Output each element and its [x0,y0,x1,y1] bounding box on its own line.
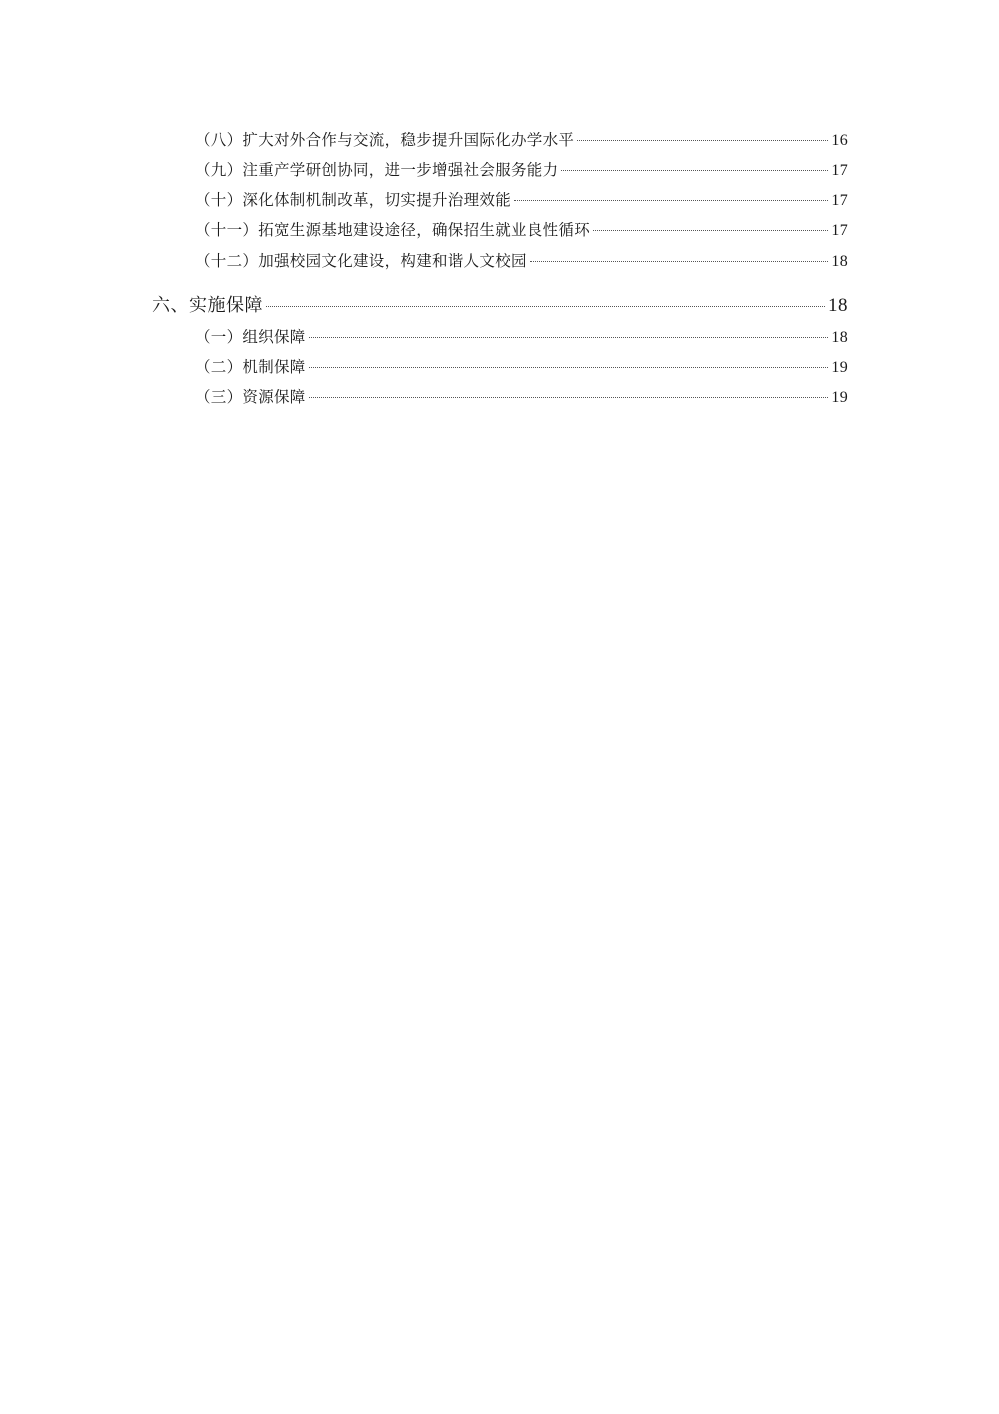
toc-entry[interactable] [195,325,848,347]
dot-leader [577,140,828,141]
dot-leader [530,261,829,262]
dot-leader [309,337,829,338]
toc-entry[interactable] [195,158,848,180]
dot-leader [514,200,828,201]
toc-entry[interactable] [195,128,848,150]
dot-leader [309,397,829,398]
toc-entry-title: （二）机制保障 [195,358,306,376]
toc-chapter-entry[interactable] [152,291,848,317]
dot-leader [266,306,825,307]
toc-entry-title: （八）扩大对外合作与交流，稳步提升国际化办学水平 [195,131,575,149]
toc-chapter-title: 六、实施保障 [152,295,263,316]
toc-entry-title: （一）组织保障 [195,328,306,346]
toc-entry-page: 17 [831,222,848,239]
toc-entry-page: 19 [831,389,848,406]
toc-entry-page: 18 [831,329,848,346]
toc-entry-page: 18 [831,253,848,270]
toc-entry[interactable] [195,218,848,240]
toc-entry[interactable] [195,188,848,210]
dot-leader [561,170,828,171]
toc-entry-title: （十一）拓宽生源基地建设途径，确保招生就业良性循环 [195,221,591,239]
toc-entry-page: 17 [831,162,848,179]
toc-entry-title: （十）深化体制机制改革，切实提升治理效能 [195,191,512,209]
toc-entry[interactable] [195,355,848,377]
toc-entry-title: （三）资源保障 [195,388,306,406]
toc-entry-page: 16 [831,132,848,149]
dot-leader [309,367,829,368]
toc-chapter-page: 18 [828,295,848,316]
toc-entry[interactable] [195,249,848,271]
toc-entry-page: 17 [831,192,848,209]
toc-entry-page: 19 [831,359,848,376]
toc-entry-title: （九）注重产学研创协同，进一步增强社会服务能力 [195,161,559,179]
toc-entry[interactable] [195,385,848,407]
toc-entry-title: （十二）加强校园文化建设，构建和谐人文校园 [195,252,527,270]
dot-leader [593,230,828,231]
